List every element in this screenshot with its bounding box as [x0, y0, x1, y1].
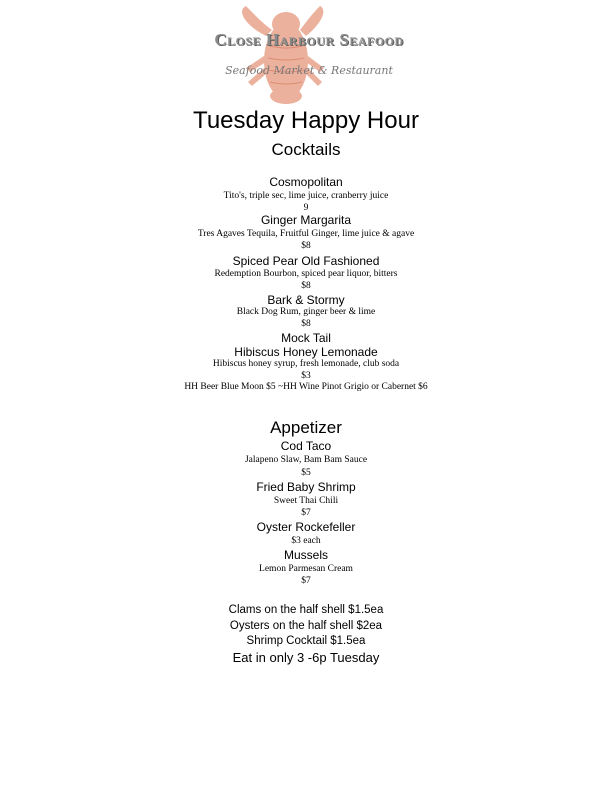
cocktails-heading: Cocktails	[271, 140, 341, 159]
logo-tagline: Seafood Market & Restaurant	[225, 64, 393, 77]
mocktail-name: Hibiscus Honey Lemonade	[234, 345, 378, 359]
appetizer-price: $5	[301, 468, 311, 478]
mocktail-desc: Hibiscus honey syrup, fresh lemonade, club soda	[212, 359, 400, 369]
cocktail-desc: Tres Agaves Tequila, Fruitful Ginger, lime juice & agave	[197, 229, 415, 239]
oysters-special: Oysters on the half shell $2ea	[229, 620, 383, 632]
cocktail-price: $8	[301, 281, 311, 291]
lobster-icon	[206, 6, 412, 104]
restaurant-logo	[206, 6, 412, 104]
cocktail-price: 9	[303, 203, 309, 213]
appetizer-price: $7	[301, 576, 311, 586]
page-title: Tuesday Happy Hour	[193, 107, 419, 134]
appetizer-name: Oyster Rockefeller	[256, 520, 356, 534]
cocktail-price: $8	[301, 319, 311, 329]
appetizer-heading: Appetizer	[270, 418, 342, 437]
mocktail-label: Mock Tail	[281, 331, 331, 345]
cocktail-desc: Black Dog Rum, ginger beer & lime	[236, 307, 376, 317]
appetizer-desc: $3 each	[291, 536, 321, 546]
appetizer-desc: Sweet Thai Chili	[273, 496, 339, 506]
shrimp-special: Shrimp Cocktail $1.5ea	[246, 635, 366, 647]
cocktail-desc: Tito's, triple sec, lime juice, cranberry juice	[223, 191, 389, 201]
logo-name: Close Harbour Seafood	[214, 30, 404, 49]
appetizer-desc: Jalapeno Slaw, Bam Bam Sauce	[244, 455, 368, 465]
cocktail-name: Ginger Margarita	[260, 213, 352, 227]
cocktail-name: Bark & Stormy	[267, 293, 345, 307]
beer-wine-specials: HH Beer Blue Moon $5 ~HH Wine Pinot Grigio or Cabernet $6	[184, 382, 428, 392]
appetizer-name: Mussels	[283, 548, 328, 562]
appetizer-name: Fried Baby Shrimp	[256, 480, 356, 494]
mocktail-price: $3	[301, 371, 311, 381]
cocktail-name: Cosmopolitan	[269, 175, 343, 189]
cocktail-name: Spiced Pear Old Fashioned	[232, 254, 380, 268]
cocktail-price: $8	[301, 241, 311, 251]
cocktail-desc: Redemption Bourbon, spiced pear liquor, bitters	[214, 269, 398, 279]
appetizer-name: Cod Taco	[280, 439, 332, 453]
appetizer-price: $7	[301, 508, 311, 518]
clams-special: Clams on the half shell $1.5ea	[228, 604, 384, 616]
appetizer-desc: Lemon Parmesan Cream	[259, 564, 353, 574]
hours-note: Eat in only 3 -6p Tuesday	[232, 650, 380, 665]
